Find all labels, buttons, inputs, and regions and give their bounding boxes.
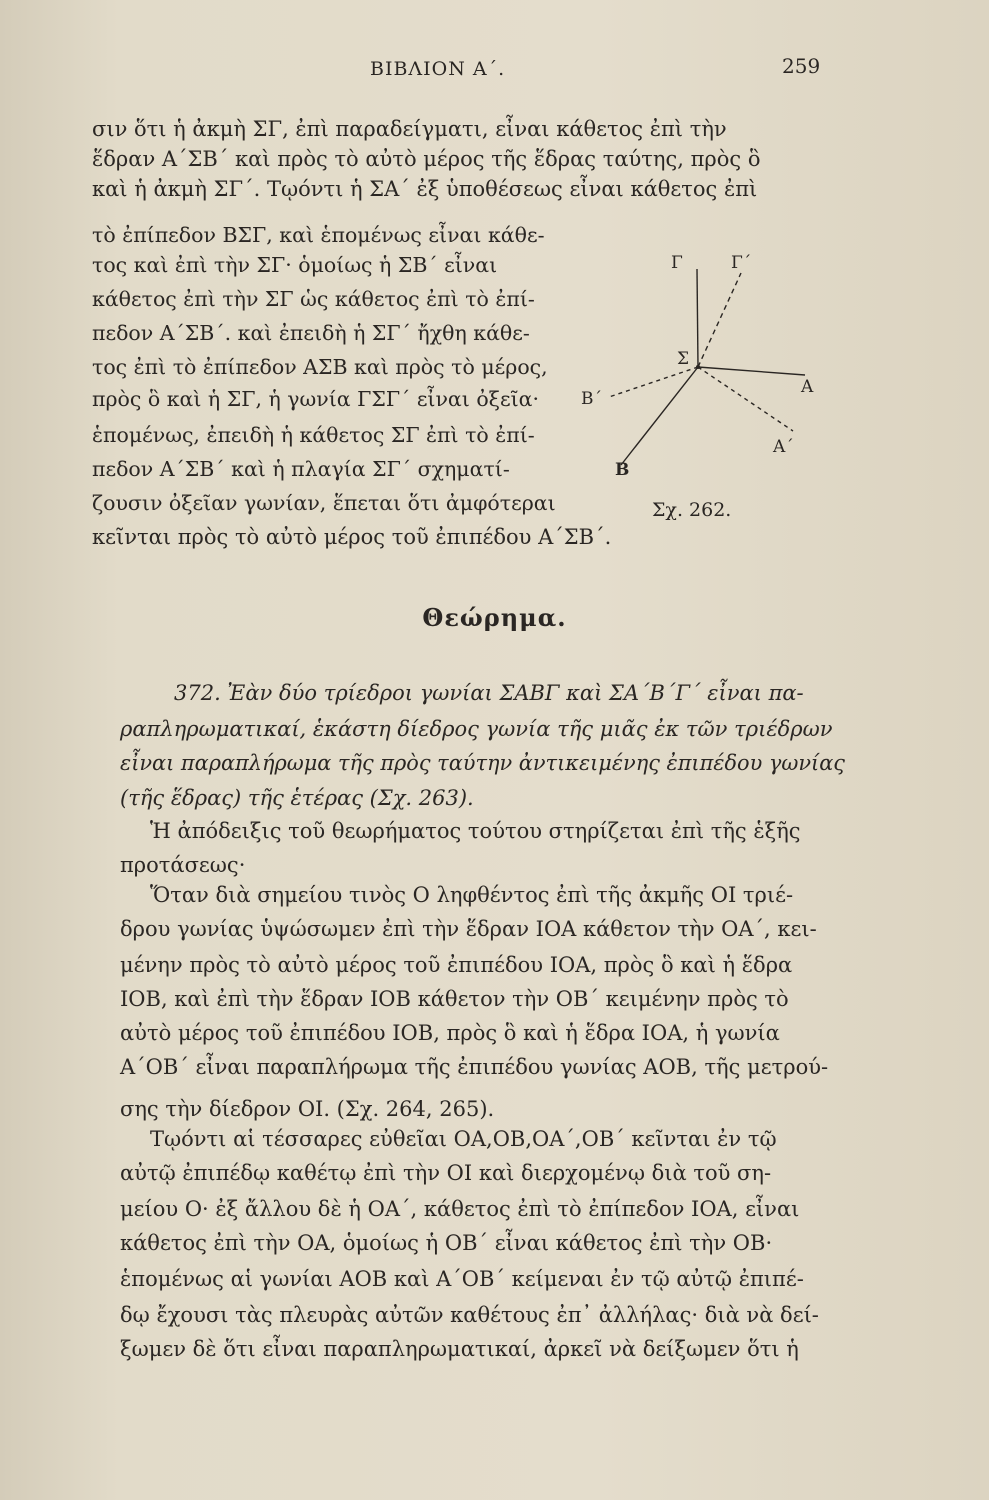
text-line: ἑπομένως αἱ γωνίαι ΑΟΒ καὶ Α΄ΟΒ΄ κείμεναι ἐν τῷ αὐτῷ ἐπιπέ-	[120, 1267, 804, 1291]
figure-caption: Σχ. 262.	[652, 499, 732, 521]
text-line: πεδον Α΄ΣΒ΄. καὶ ἐπειδὴ ἡ ΣΓ΄ ἤχθη κάθε-	[92, 321, 530, 345]
text-line: σης τὴν δίεδρον ΟΙ. (Σχ. 264, 265).	[120, 1097, 495, 1121]
text-line: δῳ ἔχουσι τὰς πλευρὰς αὐτῶν καθέτους ἐπ᾽ ἀλλήλας· διὰ νὰ δεί-	[120, 1303, 819, 1327]
edge-SB-prime	[609, 367, 698, 397]
label-B-prime: Β΄	[581, 389, 602, 409]
text-line: αὐτῷ ἐπιπέδῳ καθέτῳ ἐπὶ τὴν ΟΙ καὶ διερχομένῳ διὰ τοῦ ση-	[120, 1161, 772, 1185]
text-line: ἑπομένως, ἐπειδὴ ἡ κάθετος ΣΓ ἐπὶ τὸ ἐπί-	[92, 423, 535, 447]
page-number: 259	[782, 54, 821, 78]
text-line: τος ἐπὶ τὸ ἐπίπεδον ΑΣΒ καὶ πρὸς τὸ μέρος,	[92, 355, 548, 379]
text-line: ἕδραν Α΄ΣΒ΄ καὶ πρὸς τὸ αὐτὸ μέρος τῆς ἕδρας ταύτης, πρὸς ὃ	[92, 147, 761, 171]
text-line: Α΄ΟΒ΄ εἶναι παραπλήρωμα τῆς ἐπιπέδου γωνίας ΑΟΒ, τῆς μετρού-	[120, 1055, 829, 1079]
label-A: Α	[801, 377, 814, 397]
edge-SA-prime	[698, 367, 793, 431]
text-line: δρου γωνίας ὑψώσωμεν ἐπὶ τὴν ἕδραν ΙΟΑ κάθετον τὴν ΟΑ΄, κει-	[120, 917, 817, 941]
theorem-heading: Θεώρημα.	[422, 603, 567, 632]
edge-SG-prime	[698, 273, 741, 367]
text-line: κεῖνται πρὸς τὸ αὐτὸ μέρος τοῦ ἐπιπέδου Α΄ΣΒ΄.	[92, 525, 612, 549]
text-line: σιν ὅτι ἡ ἀκμὴ ΣΓ, ἐπὶ παραδείγματι, εἶναι κάθετος ἐπὶ τὴν	[92, 117, 727, 141]
label-G-prime: Γ΄	[731, 253, 752, 273]
theorem-line: εἶναι παραπλήρωμα τῆς πρὸς ταύτην ἀντικειμένης ἐπιπέδου γωνίας	[120, 751, 845, 775]
text-line: καὶ ἡ ἀκμὴ ΣΓ΄. Τῳόντι ἡ ΣΑ΄ ἐξ ὑποθέσεως εἶναι κάθετος ἐπὶ	[92, 177, 758, 201]
text-line: κάθετος ἐπὶ τὴν ΟΑ, ὁμοίως ἡ ΟΒ΄ εἶναι κάθετος ἐπὶ τὴν ΟΒ·	[120, 1231, 773, 1255]
theorem-line: ραπληρωματικαί, ἑκάστη δίεδρος γωνία τῆς μιᾶς ἐκ τῶν τριέδρων	[120, 717, 833, 741]
theorem-line: 372. Ἐὰν δύο τρίεδροι γωνίαι ΣΑΒΓ καὶ ΣΑ΄Β΄Γ΄ εἶναι πα-	[174, 681, 804, 705]
edge-SG	[697, 269, 698, 367]
text-line: ζουσιν ὀξεῖαν γωνίαν, ἕπεται ὅτι ἀμφότεραι	[92, 491, 556, 515]
edge-SA	[698, 367, 805, 375]
label-S: Σ	[677, 349, 690, 369]
text-line: ξωμεν δὲ ὅτι εἶναι παραπληρωματικαί, ἀρκεῖ νὰ δείξωμεν ὅτι ἡ	[120, 1337, 799, 1361]
text-line: προτάσεως·	[120, 853, 246, 877]
label-A-prime: Α΄	[773, 437, 794, 457]
running-head: ΒΙΒΛΙΟΝ Α΄.	[370, 58, 506, 80]
text-line: μένην πρὸς τὸ αὐτὸ μέρος τοῦ ἐπιπέδου ΙΟΑ, πρὸς ὃ καὶ ἡ ἕδρα	[120, 953, 793, 977]
page-header	[0, 54, 989, 88]
text-line: μείου Ο· ἐξ ἄλλου δὲ ἡ ΟΑ΄, κάθετος ἐπὶ τὸ ἐπίπεδον ΙΟΑ, εἶναι	[120, 1197, 800, 1221]
text-line: ΙΟΒ, καὶ ἐπὶ τὴν ἕδραν ΙΟΒ κάθετον τὴν ΟΒ΄ κειμένην πρὸς τὸ	[120, 987, 789, 1011]
text-line: αὐτὸ μέρος τοῦ ἐπιπέδου ΙΟΒ, πρὸς ὃ καὶ ἡ ἕδρα ΙΟΑ, ἡ γωνία	[120, 1021, 780, 1045]
label-B: Β	[615, 460, 630, 480]
text-line: Ἡ ἀπόδειξις τοῦ θεωρήματος τούτου στηρίζεται ἐπὶ τῆς ἑξῆς	[150, 819, 801, 843]
theorem-line: (τῆς ἕδρας) τῆς ἑτέρας (Σχ. 263).	[120, 786, 474, 810]
vertex-S	[696, 365, 700, 369]
edge-SB	[621, 367, 698, 465]
label-G: Γ	[671, 253, 683, 273]
text-line: Ὅταν διὰ σημείου τινὸς Ο ληφθέντος ἐπὶ τῆς ἀκμῆς ΟΙ τριέ-	[150, 883, 794, 907]
text-line: τὸ ἐπίπεδον ΒΣΓ, καὶ ἑπομένως εἶναι κάθε-	[92, 223, 545, 247]
text-line: κάθετος ἐπὶ τὴν ΣΓ ὡς κάθετος ἐπὶ τὸ ἐπί-	[92, 287, 535, 311]
text-line: Τῳόντι αἱ τέσσαρες εὐθεῖαι ΟΑ,ΟΒ,ΟΑ΄,ΟΒ΄ κεῖνται ἐν τῷ	[150, 1127, 777, 1151]
text-line: πεδον Α΄ΣΒ΄ καὶ ἡ πλαγία ΣΓ΄ σχηματί-	[92, 457, 510, 481]
text-line: πρὸς ὃ καὶ ἡ ΣΓ, ἡ γωνία ΓΣΓ΄ εἶναι ὀξεῖα·	[92, 387, 539, 411]
text-line: τος καὶ ἐπὶ τὴν ΣΓ· ὁμοίως ἡ ΣΒ΄ εἶναι	[92, 253, 498, 277]
figure-262	[565, 245, 845, 535]
